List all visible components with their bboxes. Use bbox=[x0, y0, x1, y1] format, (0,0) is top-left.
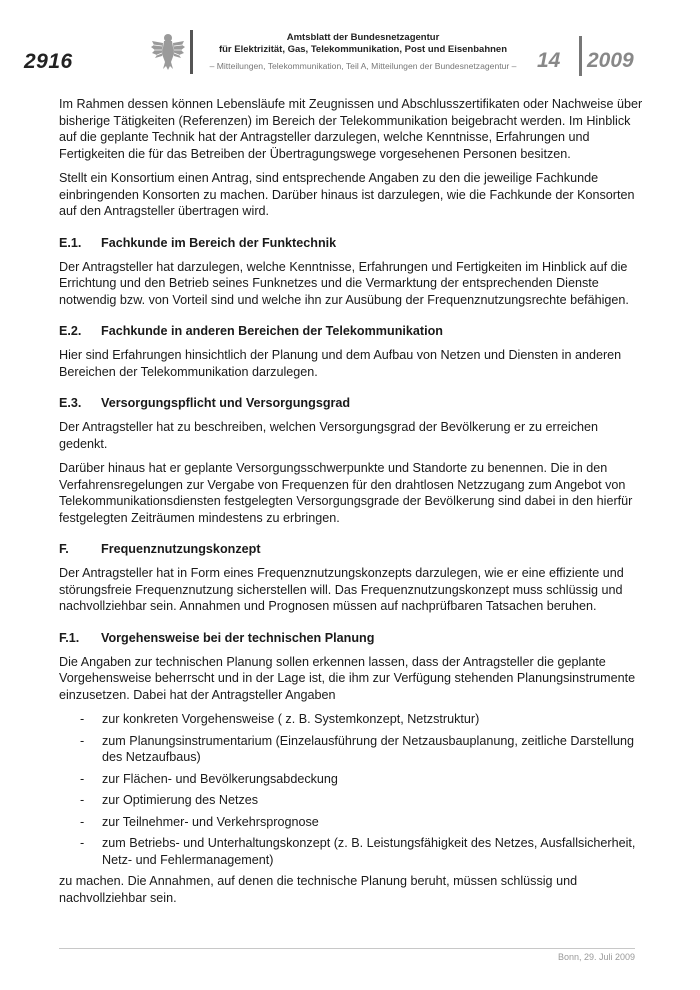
list-item-text: zum Planungsinstrumentarium (Einzelausführung der Netzausbauplanung, zeitliche Darstellung des Netzaufbaus) bbox=[102, 733, 635, 764]
list-item bbox=[59, 835, 643, 868]
section-heading-f bbox=[59, 541, 643, 557]
footer-place-date: Bonn, 29. Juli 2009 bbox=[557, 952, 635, 962]
list-item-text: zum Betriebs- und Unterhaltungskonzept (z. B. Leistungsfähigkeit des Netzes, Ausfallsicherheit, Netz- und Fehlermanagement) bbox=[102, 836, 636, 867]
publication-title-sub: für Elektrizität, Gas, Telekommunikation, Post und Eisenbahnen bbox=[218, 44, 508, 55]
section-title: Vorgehensweise bei der technischen Planung bbox=[101, 630, 375, 645]
paragraph: zu machen. Die Annahmen, auf denen die technische Planung beruht, müssen schlüssig und nachvollziehbar sein. bbox=[59, 874, 578, 905]
list-bullet: - bbox=[80, 793, 85, 807]
section-heading-e2 bbox=[59, 323, 643, 339]
section-heading-e3 bbox=[59, 395, 643, 411]
paragraph: Hier sind Erfahrungen hinsichtlich der Planung und dem Aufbau von Netzen und Diensten in anderen Bereichen der Telekommunikation darzulegen. bbox=[59, 348, 622, 379]
section-number: E.2. bbox=[59, 324, 82, 338]
list-item bbox=[59, 711, 643, 728]
list-bullet: - bbox=[80, 712, 85, 726]
list-bullet: - bbox=[80, 836, 85, 850]
list-item-text: zur konkreten Vorgehensweise ( z. B. Systemkonzept, Netzstruktur) bbox=[102, 712, 480, 726]
list-item-text: zur Teilnehmer- und Verkehrsprognose bbox=[102, 814, 319, 829]
header-divider-right bbox=[579, 36, 582, 76]
issue-number: 14 bbox=[537, 49, 561, 72]
list-bullet: - bbox=[80, 814, 85, 829]
issue-year: 2009 bbox=[587, 49, 634, 72]
paragraph: Der Antragsteller hat zu beschreiben, welchen Versorgungsgrad der Bevölkerung er zu erreichen gedenkt. bbox=[59, 420, 599, 451]
paragraph: Im Rahmen dessen können Lebensläufe mit Zeugnissen und Abschlusszertifikaten oder Nachweise über bisherige Tätigkeiten (Referenzen) im Bereich der Telekommunikation beigebracht werden. Im Hinblick auf die geplante Technik hat der Antragsteller darzulegen, welche Kenntnisse, Erfahrungen und Fertigkeiten die für das Betreiben der Übertragungswege vorgesehenen Personen besitzen. bbox=[59, 97, 643, 161]
federal-eagle-icon bbox=[150, 32, 186, 72]
paragraph: Die Angaben zur technischen Planung sollen erkennen lassen, dass der Antragsteller die geplante Vorgehensweise beherrscht und in der Lage ist, die ihm zur Verfügung stehenden Planungsinstrumente einzusetzen. Dabei hat der Antragsteller Angaben bbox=[59, 654, 636, 702]
section-number: F.1. bbox=[59, 630, 80, 645]
list-item-text: zur Flächen- und Bevölkerungsabdeckung bbox=[102, 771, 338, 786]
paragraph: Darüber hinaus hat er geplante Versorgungsschwerpunkte und Standorte zu benennen. Die in den Verfahrensregelungen zur Vergabe von Frequenzen für den drahtlosen Netzzugang zum Angebot von Telekommunikationsdiensten festgelegten Versorgungsgrade der Bevölkerung sind dabei in den hierfür festgelegten Zeiträumen mindestens zu erbringen. bbox=[59, 461, 633, 525]
requirements-list bbox=[59, 711, 643, 868]
header-divider-left bbox=[190, 30, 193, 74]
paragraph: Der Antragsteller hat darzulegen, welche Kenntnisse, Erfahrungen und Fertigkeiten im Hinblick auf die Errichtung und den Betrieb seines Funknetzes und die Vermarktung der entsprechenden Dienste notwendig bzw. von Vorteil sind und welche ihn zur Ausübung der Frequenznutzungsrechte befähigen. bbox=[59, 259, 629, 307]
page-number: 2916 bbox=[24, 50, 73, 73]
section-heading-f1 bbox=[59, 630, 643, 646]
section-title: Fachkunde im Bereich der Funktechnik bbox=[101, 235, 337, 250]
publication-header bbox=[196, 32, 530, 71]
publication-section: – Mitteilungen, Telekommunikation, Teil A, Mitteilungen der Bundesnetzagentur – bbox=[209, 61, 517, 71]
list-item bbox=[59, 814, 643, 831]
section-number: F. bbox=[59, 542, 69, 556]
list-item-text: zur Optimierung des Netzes bbox=[102, 793, 259, 807]
section-title: Versorgungspflicht und Versorgungsgrad bbox=[101, 396, 351, 410]
paragraph: Stellt ein Konsortium einen Antrag, sind entsprechende Angaben zu den die jeweilige Fachkunde einbringenden Konsorten zu machen. Darüber hinaus ist darzulegen, wie die Fachkunde der Konsorten auf den Antragsteller übertragen wird. bbox=[59, 171, 635, 218]
footer-divider bbox=[59, 948, 635, 949]
list-item bbox=[59, 733, 643, 766]
list-item bbox=[59, 792, 643, 809]
list-bullet: - bbox=[80, 771, 85, 786]
section-title: Fachkunde in anderen Bereichen der Telekommunikation bbox=[101, 324, 443, 338]
paragraph: Der Antragsteller hat in Form eines Frequenznutzungskonzepts darzulegen, wie er eine effiziente und störungsfreie Frequenznutzung sicherstellen will. Das Frequenznutzungskonzept muss schlüssig und nachvollziehbar sein. Annahmen und Prognosen müssen auf nachprüfbaren Tatsachen beruhen. bbox=[59, 566, 624, 613]
list-item bbox=[59, 771, 643, 788]
document-body bbox=[59, 96, 643, 914]
publication-title: Amtsblatt der Bundesnetzagentur bbox=[286, 32, 440, 43]
section-heading-e1 bbox=[59, 235, 643, 251]
section-number: E.3. bbox=[59, 396, 82, 410]
list-bullet: - bbox=[80, 733, 85, 748]
section-number: E.1. bbox=[59, 235, 82, 250]
section-title: Frequenznutzungskonzept bbox=[101, 542, 261, 556]
